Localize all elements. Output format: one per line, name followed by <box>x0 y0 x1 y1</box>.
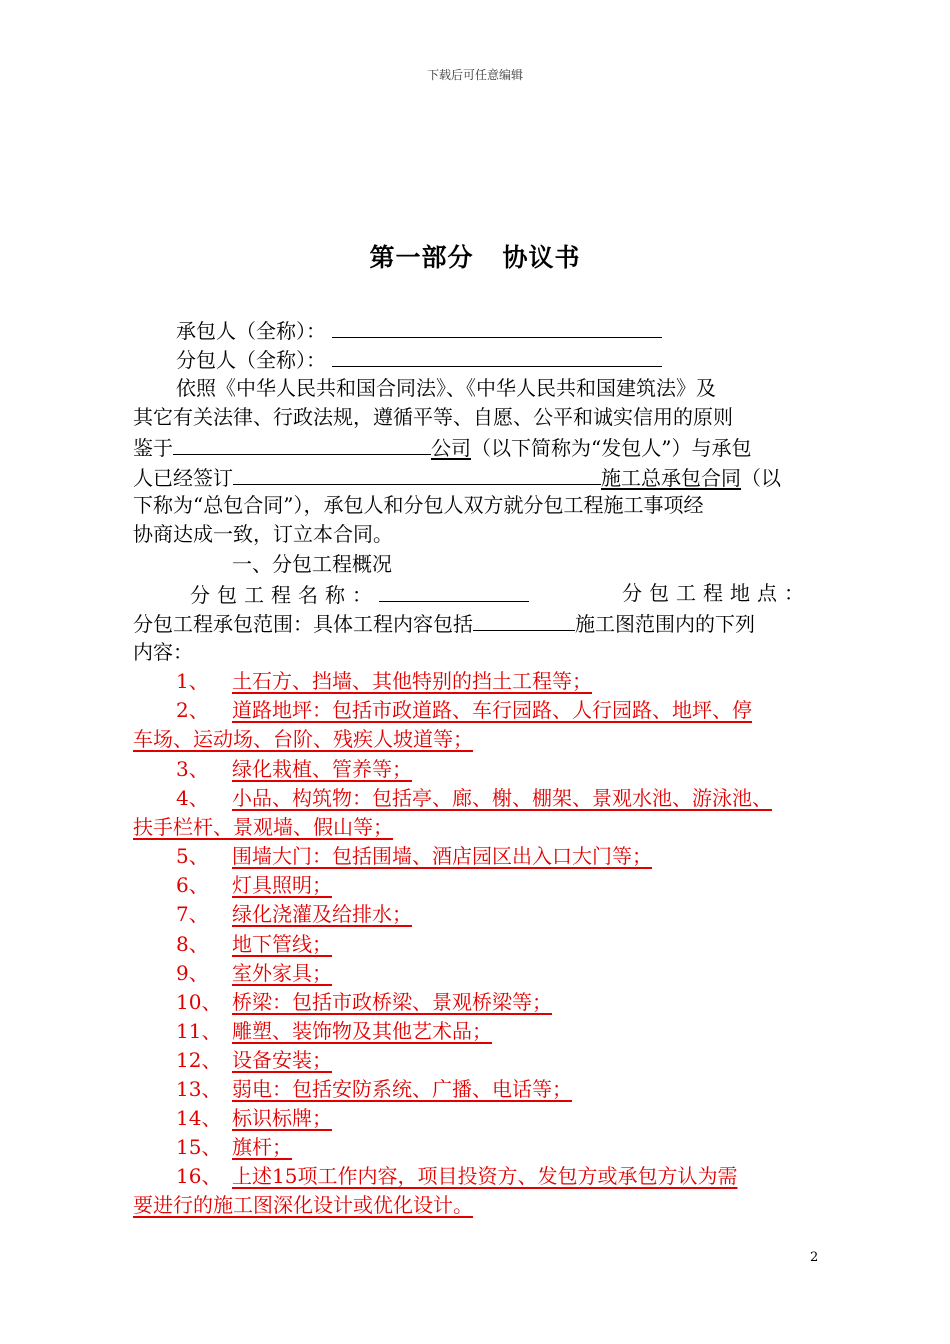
list-item: 2、 道路地坪：包括市政道路、车行园路、人行园路、地坪、停 <box>176 698 752 722</box>
para-line-4 <box>133 462 781 492</box>
contractor-blank[interactable] <box>332 315 662 338</box>
list-item: 6、 灯具照明； <box>176 873 332 897</box>
list-item: 9、 室外家具； <box>176 961 332 985</box>
list-item: 3、 绿化栽植、管养等； <box>176 757 412 781</box>
list-item: 5、 围墙大门：包括围墙、酒店园区出入口大门等； <box>176 844 652 868</box>
subcontractor-line <box>176 344 662 374</box>
scope-blank[interactable] <box>473 608 575 631</box>
scope-text: 分包工程承包范围：具体工程内容包括 <box>133 612 473 636</box>
contract-label: 施工总承包合同 <box>601 466 741 490</box>
scope-text: 施工图范围内的下列 <box>575 612 755 636</box>
contract-blank[interactable] <box>233 462 601 485</box>
para-text: （以 <box>741 466 781 490</box>
subcontractor-label: 分包人（全称）： <box>176 348 326 372</box>
para-line-6: 协商达成一致，订立本合同。 <box>133 522 393 546</box>
section-heading: 一、分包工程概况 <box>232 552 392 576</box>
subcontractor-blank[interactable] <box>332 344 662 367</box>
employer-blank[interactable] <box>173 432 431 455</box>
list-item: 12、 设备安装； <box>176 1048 332 1072</box>
para-line-1: 依照《中华人民共和国合同法》、《中华人民共和国建筑法》及 <box>176 376 716 400</box>
para-line-5: 下称为“总包合同”），承包人和分包人双方就分包工程施工事项经 <box>133 493 704 517</box>
project-location-label: 分包工程地点： <box>622 581 811 605</box>
list-item: 1、 土石方、挡墙、其他特别的挡土工程等； <box>176 669 592 693</box>
page-header: 下载后可任意编辑 <box>426 68 523 82</box>
para-text: （以下简称为“发包人”）与承包 <box>471 436 752 460</box>
list-item-cont: 车场、运动场、台阶、残疾人坡道等； <box>133 727 473 751</box>
project-name-blank[interactable] <box>379 579 529 602</box>
scope-line <box>133 608 755 638</box>
project-name-line <box>190 579 529 609</box>
para-line-3 <box>133 432 751 462</box>
project-name-label: 分包工程名称： <box>190 583 379 607</box>
para-text: 人已经签订 <box>133 466 233 490</box>
company-label: 公司 <box>431 436 471 460</box>
list-item-cont: 要进行的施工图深化设计或优化设计。 <box>133 1193 473 1217</box>
list-item: 7、 绿化浇灌及给排水； <box>176 902 412 926</box>
contractor-line <box>176 315 662 345</box>
list-item: 11、 雕塑、装饰物及其他艺术品； <box>176 1019 492 1043</box>
scope-line-cont: 内容： <box>133 640 193 664</box>
list-item: 13、 弱电：包括安防系统、广播、电话等； <box>176 1077 572 1101</box>
list-item: 16、 上述15项工作内容，项目投资方、发包方或承包方认为需 <box>176 1164 738 1188</box>
list-item: 10、 桥梁：包括市政桥梁、景观桥梁等； <box>176 990 552 1014</box>
page-title: 第一部分 协议书 <box>369 243 581 272</box>
list-item: 15、 旗杆； <box>176 1135 292 1159</box>
list-item: 4、 小品、构筑物：包括亭、廊、榭、棚架、景观水池、游泳池、 <box>176 786 772 810</box>
list-item-cont: 扶手栏杆、景观墙、假山等； <box>133 815 393 839</box>
list-item: 8、 地下管线； <box>176 932 332 956</box>
project-location-line <box>622 579 811 607</box>
para-line-2: 其它有关法律、行政法规，遵循平等、自愿、公平和诚实信用的原则 <box>133 405 733 429</box>
para-text: 鉴于 <box>133 436 173 460</box>
list-item: 14、 标识标牌； <box>176 1106 332 1130</box>
contractor-label: 承包人（全称）： <box>176 319 326 343</box>
page-number: 2 <box>810 1250 819 1265</box>
